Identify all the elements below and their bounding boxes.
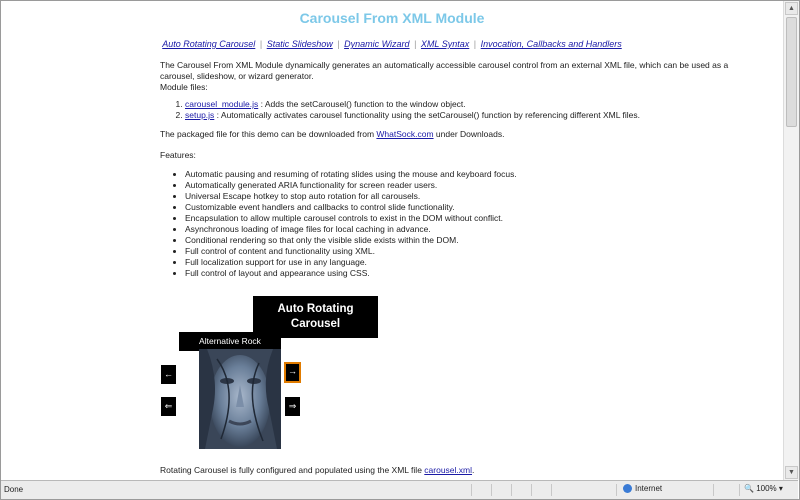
bottom-pre: Rotating Carousel is fully configured and populated using the XML file [160, 465, 425, 475]
nav-link-xml-syntax[interactable]: XML Syntax [420, 39, 470, 49]
carousel-module-link[interactable]: carousel_module.js [185, 99, 259, 109]
list-item: • Encapsulation to allow multiple carousel controls to exist in the DOM without conflict. [185, 213, 750, 224]
page-title: Carousel From XML Module [299, 10, 485, 26]
slide-image [199, 349, 281, 449]
scroll-up-icon[interactable]: ▲ [785, 2, 798, 15]
previous-group-button[interactable]: ⇐ [161, 397, 176, 416]
nav-link-invocation[interactable]: Invocation, Callbacks and Handlers [480, 39, 622, 49]
status-text: Done [4, 485, 24, 494]
status-divider [511, 484, 512, 496]
list-item-text: : Adds the setCarousel() function to the window object. [258, 99, 466, 109]
next-slide-button[interactable]: → [284, 362, 301, 383]
intro-line-2: carousel, slideshow, or wizard generator. [160, 71, 314, 81]
list-item: • Automatic pausing and resuming of rotating slides using the mouse and keyboard focus. [185, 169, 750, 180]
module-files-list [160, 99, 750, 121]
status-divider [471, 484, 472, 496]
features-list [160, 169, 750, 279]
carousel-xml-link[interactable]: carousel.xml [424, 465, 473, 475]
zone-label: Internet [635, 484, 663, 493]
scroll-thumb[interactable] [786, 17, 797, 127]
main-content [160, 60, 750, 279]
chevron-down-icon: ▾ [778, 484, 783, 493]
list-item: • Customizable event handlers and callbacks to control slide functionality. [185, 202, 750, 213]
download-text [160, 129, 750, 140]
globe-icon [623, 484, 632, 493]
list-item: • Universal Escape hotkey to stop auto rotation for all carousels. [185, 191, 750, 202]
intro-line-1: The Carousel From XML Module dynamically generates an automatically accessible carousel control from an external XML file, which can be used as a [160, 60, 729, 70]
status-bar [1, 480, 798, 499]
status-divider [491, 484, 492, 496]
security-zone[interactable] [623, 484, 662, 493]
download-pre: The packaged file for this demo can be downloaded from [160, 129, 377, 139]
zoom-level: 100% [756, 484, 777, 493]
list-item: • Full control of layout and appearance using CSS. [185, 268, 750, 279]
intro-text [160, 60, 750, 93]
carousel-description [160, 465, 474, 475]
nav-link-static-slideshow[interactable]: Static Slideshow [266, 39, 333, 49]
nav-separator: | [259, 39, 263, 49]
download-post: under Downloads. [433, 129, 505, 139]
nav-separator: | [473, 39, 477, 49]
nav-separator: | [414, 39, 417, 49]
top-nav [1, 39, 783, 49]
status-divider [551, 484, 552, 496]
list-item-text: : Automatically activates carousel functionality using the setCarousel() function by referencing different XML files. [214, 110, 640, 120]
previous-slide-button[interactable]: ← [161, 365, 176, 384]
face-image [199, 349, 281, 449]
nav-link-dynamic-wizard[interactable]: Dynamic Wizard [344, 39, 410, 49]
scroll-down-icon[interactable]: ▼ [785, 466, 798, 479]
whatsock-link[interactable]: WhatSock.com [376, 129, 434, 139]
zoom-control[interactable] [744, 484, 783, 493]
status-divider [739, 484, 740, 496]
list-item: • Asynchronous loading of image files for local caching in advance. [185, 224, 750, 235]
setup-js-link[interactable]: setup.js [185, 110, 215, 120]
list-item: • Conditional rendering so that only the visible slide exists within the DOM. [185, 235, 750, 246]
module-files-label: Module files: [160, 82, 208, 92]
features-label: Features: [160, 150, 196, 160]
list-item: • Automatically generated ARIA functionality for screen reader users. [185, 180, 750, 191]
nav-separator: | [337, 39, 340, 49]
carousel-heading-line-2: Carousel [290, 318, 341, 330]
list-item [185, 110, 750, 121]
page-viewport [1, 1, 783, 480]
status-divider [616, 484, 617, 496]
status-divider [531, 484, 532, 496]
next-group-button[interactable]: ⇒ [285, 397, 300, 416]
vertical-scrollbar[interactable] [783, 1, 799, 480]
zoom-icon: 🔍 [744, 484, 754, 493]
nav-link-auto-rotating-carousel[interactable]: Auto Rotating Carousel [162, 39, 256, 49]
status-divider [713, 484, 714, 496]
carousel-heading-line-1: Auto Rotating [277, 303, 354, 315]
list-item: • Full localization support for use in any language. [185, 257, 750, 268]
list-item: • Full control of content and functionality using XML. [185, 246, 750, 257]
list-item [185, 99, 750, 110]
slide-label: Alternative Rock [179, 332, 281, 351]
bottom-post: . [472, 465, 475, 475]
